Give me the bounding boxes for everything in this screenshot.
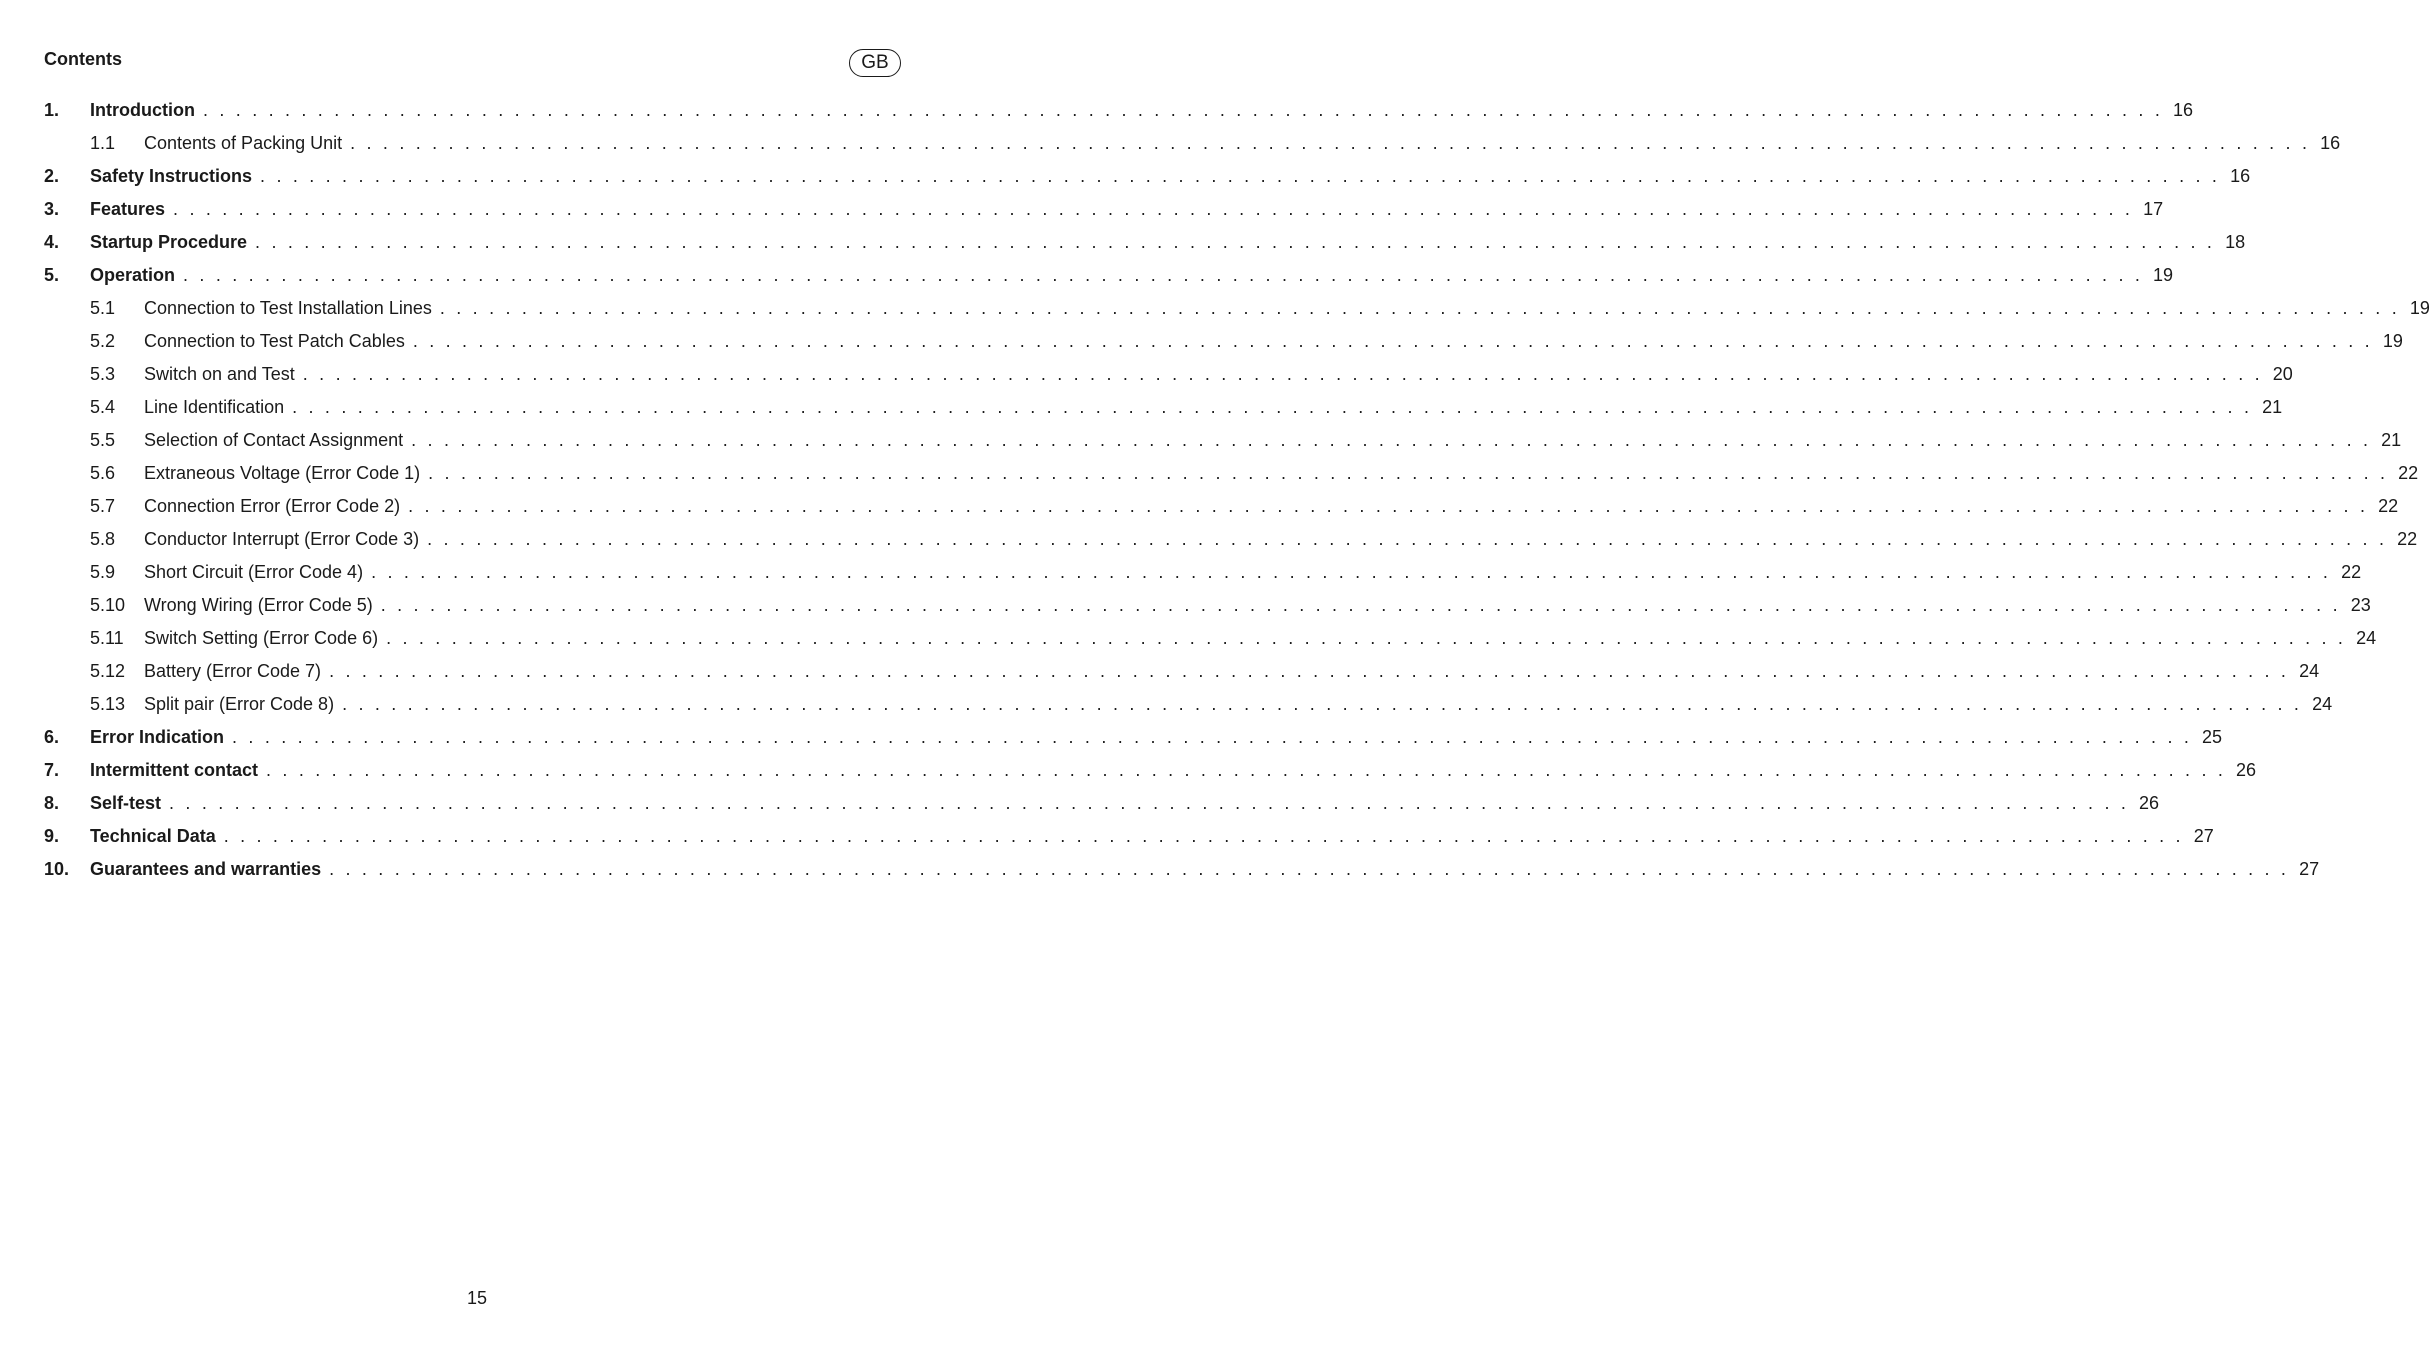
toc-entry-number: 5.7 <box>90 496 116 516</box>
toc-entry[interactable] <box>44 127 2341 160</box>
toc-entry-number: 5.1 <box>90 298 116 318</box>
toc-entry[interactable] <box>44 292 2430 325</box>
toc-entry-title: Connection to Test Installation Lines <box>144 298 432 318</box>
toc-entry-number: 5.11 <box>90 628 124 648</box>
toc-dot-leader: . . . . . . . . . . . . . . . . . . . . . . . . . . . . . . . . . . . . . . . . . . . . . . . . . . . . . . . . . . . . . . . . . . . . . . . . . . . . . . . . . . . . . . . . . . . . . . . . . . . . . . . . . . . . . . . . . . . . . . . . <box>380 595 2341 615</box>
toc-entry-number: 5.3 <box>90 364 116 384</box>
toc-entry[interactable] <box>44 457 2419 490</box>
page-number: 15 <box>466 1288 488 1308</box>
toc-dot-leader: . . . . . . . . . . . . . . . . . . . . . . . . . . . . . . . . . . . . . . . . . . . . . . . . . . . . . . . . . . . . . . . . . . . . . . . . . . . . . . . . . . . . . . . . . . . . . . . . . . . . . . . . . . . . . . . . . . . . . . . . <box>292 397 2253 417</box>
toc-entry-number: 5.8 <box>90 529 116 549</box>
toc-dot-leader: . . . . . . . . . . . . . . . . . . . . . . . . . . . . . . . . . . . . . . . . . . . . . . . . . . . . . . . . . . . . . . . . . . . . . . . . . . . . . . . . . . . . . . . . . . . . . . . . . . . . . . . . . . . . . . . . . . . . . . . . <box>386 628 2347 648</box>
toc-entry-page: 23 <box>2350 595 2371 615</box>
toc-dot-leader: . . . . . . . . . . . . . . . . . . . . . . . . . . . . . . . . . . . . . . . . . . . . . . . . . . . . . . . . . . . . . . . . . . . . . . . . . . . . . . . . . . . . . . . . . . . . . . . . . . . . . . . . . . . . . . . . . . . . . . . . <box>260 166 2221 186</box>
toc-dot-leader: . . . . . . . . . . . . . . . . . . . . . . . . . . . . . . . . . . . . . . . . . . . . . . . . . . . . . . . . . . . . . . . . . . . . . . . . . . . . . . . . . . . . . . . . . . . . . . . . . . . . . . . . . . . . . . . . . . . . . . . . <box>342 694 2303 714</box>
toc-entry-page: 20 <box>2272 364 2293 384</box>
toc-entry-page: 24 <box>2299 661 2320 681</box>
toc-entry-title: Self-test <box>90 793 162 813</box>
toc-entry[interactable] <box>44 688 2333 721</box>
toc-entry[interactable] <box>44 226 2246 259</box>
toc-entry-page: 19 <box>2409 298 2430 318</box>
toc-entry[interactable] <box>44 523 2418 556</box>
toc-dot-leader: . . . . . . . . . . . . . . . . . . . . . . . . . . . . . . . . . . . . . . . . . . . . . . . . . . . . . . . . . . . . . . . . . . . . . . . . . . . . . . . . . . . . . . . . . . . . . . . . . . . . . . . . . . . . . . . . . . . . . . . . <box>169 793 2130 813</box>
toc-entry-number: 1. <box>44 100 60 120</box>
toc-entry-page: 16 <box>2230 166 2251 186</box>
toc-entry-title: Contents of Packing Unit <box>144 133 343 153</box>
toc-entry-title: Selection of Contact Assignment <box>144 430 404 450</box>
toc-entry-number: 5.12 <box>90 661 126 681</box>
toc-entry-page: 26 <box>2139 793 2160 813</box>
toc-entry-title: Switch Setting (Error Code 6) <box>144 628 379 648</box>
toc-dot-leader: . . . . . . . . . . . . . . . . . . . . . . . . . . . . . . . . . . . . . . . . . . . . . . . . . . . . . . . . . . . . . . . . . . . . . . . . . . . . . . . . . . . . . . . . . . . . . . . . . . . . . . . . . . . . . . . . . . . . . . . . <box>329 661 2290 681</box>
toc-entry-number: 5.5 <box>90 430 116 450</box>
toc-entry-page: 22 <box>2397 529 2418 549</box>
toc-entry-number: 8. <box>44 793 60 813</box>
toc-entry-title: Introduction <box>90 100 195 120</box>
toc-dot-leader: . . . . . . . . . . . . . . . . . . . . . . . . . . . . . . . . . . . . . . . . . . . . . . . . . . . . . . . . . . . . . . . . . . . . . . . . . . . . . . . . . . . . . . . . . . . . . . . . . . . . . . . . . . . . . . . . . . . . . . . . <box>329 859 2290 879</box>
toc-entry-number: 5.10 <box>90 595 126 615</box>
toc-entry-number: 5.6 <box>90 463 116 483</box>
toc-dot-leader: . . . . . . . . . . . . . . . . . . . . . . . . . . . . . . . . . . . . . . . . . . . . . . . . . . . . . . . . . . . . . . . . . . . . . . . . . . . . . . . . . . . . . . . . . . . . . . . . . . . . . . . . . . . . . . . . . . . . . . . . <box>350 133 2311 153</box>
toc-entry[interactable] <box>44 589 2371 622</box>
toc-entry-title: Guarantees and warranties <box>90 859 322 879</box>
toc-entry[interactable] <box>44 622 2377 655</box>
toc-dot-leader: . . . . . . . . . . . . . . . . . . . . . . . . . . . . . . . . . . . . . . . . . . . . . . . . . . . . . . . . . . . . . . . . . . . . . . . . . . . . . . . . . . . . . . . . . . . . . . . . . . . . . . . . . . . . . . . . . . . . . . . . <box>439 298 2400 318</box>
toc-entry[interactable] <box>44 721 2223 754</box>
toc-entry-title: Wrong Wiring (Error Code 5) <box>144 595 373 615</box>
toc-dot-leader: . . . . . . . . . . . . . . . . . . . . . . . . . . . . . . . . . . . . . . . . . . . . . . . . . . . . . . . . . . . . . . . . . . . . . . . . . . . . . . . . . . . . . . . . . . . . . . . . . . . . . . . . . . . . . . . . . . . . . . . . <box>408 496 2369 516</box>
toc-entry-number: 9. <box>44 826 60 846</box>
toc-entry-page: 21 <box>2262 397 2283 417</box>
toc-entry-title: Intermittent contact <box>90 760 259 780</box>
toc-entry[interactable] <box>44 556 2362 589</box>
toc-entry[interactable] <box>44 754 2257 787</box>
toc-entry-title: Split pair (Error Code 8) <box>144 694 335 714</box>
toc-entry-title: Safety Instructions <box>90 166 253 186</box>
toc-entry[interactable] <box>44 490 2399 523</box>
toc-entry-title: Short Circuit (Error Code 4) <box>144 562 364 582</box>
toc-entry-page: 24 <box>2356 628 2377 648</box>
toc-entry-page: 25 <box>2202 727 2223 747</box>
toc-entry[interactable] <box>44 655 2320 688</box>
language-badge: GB <box>849 49 901 77</box>
toc-dot-leader: . . . . . . . . . . . . . . . . . . . . . . . . . . . . . . . . . . . . . . . . . . . . . . . . . . . . . . . . . . . . . . . . . . . . . . . . . . . . . . . . . . . . . . . . . . . . . . . . . . . . . . . . . . . . . . . . . . . . . . . . <box>412 331 2373 351</box>
toc-entry-page: 22 <box>2341 562 2362 582</box>
toc-entry-page: 27 <box>2193 826 2214 846</box>
toc-entry-title: Startup Procedure <box>90 232 248 252</box>
toc-dot-leader: . . . . . . . . . . . . . . . . . . . . . . . . . . . . . . . . . . . . . . . . . . . . . . . . . . . . . . . . . . . . . . . . . . . . . . . . . . . . . . . . . . . . . . . . . . . . . . . . . . . . . . . . . . . . . . . . . . . . . . . . <box>266 760 2227 780</box>
toc-entry[interactable] <box>44 787 2160 820</box>
toc-dot-leader: . . . . . . . . . . . . . . . . . . . . . . . . . . . . . . . . . . . . . . . . . . . . . . . . . . . . . . . . . . . . . . . . . . . . . . . . . . . . . . . . . . . . . . . . . . . . . . . . . . . . . . . . . . . . . . . . . . . . . . . . <box>427 529 2388 549</box>
toc-entry-number: 5.13 <box>90 694 126 714</box>
toc-entry-number: 6. <box>44 727 60 747</box>
toc-dot-leader: . . . . . . . . . . . . . . . . . . . . . . . . . . . . . . . . . . . . . . . . . . . . . . . . . . . . . . . . . . . . . . . . . . . . . . . . . . . . . . . . . . . . . . . . . . . . . . . . . . . . . . . . . . . . . . . . . . . . . . . . <box>411 430 2372 450</box>
toc-entry-title: Switch on and Test <box>144 364 295 384</box>
toc-entry-title: Error Indication <box>90 727 225 747</box>
table-of-contents <box>44 94 2430 886</box>
toc-entry-number: 10. <box>44 859 70 879</box>
toc-entry-number: 5.4 <box>90 397 116 417</box>
toc-dot-leader: . . . . . . . . . . . . . . . . . . . . . . . . . . . . . . . . . . . . . . . . . . . . . . . . . . . . . . . . . . . . . . . . . . . . . . . . . . . . . . . . . . . . . . . . . . . . . . . . . . . . . . . . . . . . . . . . . . . . . . . . <box>173 199 2134 219</box>
toc-dot-leader: . . . . . . . . . . . . . . . . . . . . . . . . . . . . . . . . . . . . . . . . . . . . . . . . . . . . . . . . . . . . . . . . . . . . . . . . . . . . . . . . . . . . . . . . . . . . . . . . . . . . . . . . . . . . . . . . . . . . . . . . <box>371 562 2332 582</box>
toc-entry-page: 18 <box>2225 232 2246 252</box>
toc-entry-number: 5.2 <box>90 331 116 351</box>
toc-entry-page: 26 <box>2236 760 2257 780</box>
toc-entry-title: Technical Data <box>90 826 216 846</box>
toc-dot-leader: . . . . . . . . . . . . . . . . . . . . . . . . . . . . . . . . . . . . . . . . . . . . . . . . . . . . . . . . . . . . . . . . . . . . . . . . . . . . . . . . . . . . . . . . . . . . . . . . . . . . . . . . . . . . . . . . . . . . . . . . <box>223 826 2184 846</box>
toc-entry-title: Connection to Test Patch Cables <box>144 331 405 351</box>
toc-dot-leader: . . . . . . . . . . . . . . . . . . . . . . . . . . . . . . . . . . . . . . . . . . . . . . . . . . . . . . . . . . . . . . . . . . . . . . . . . . . . . . . . . . . . . . . . . . . . . . . . . . . . . . . . . . . . . . . . . . . . . . . . <box>255 232 2216 252</box>
toc-entry[interactable] <box>44 391 2283 424</box>
toc-entry-title: Connection Error (Error Code 2) <box>144 496 401 516</box>
toc-entry[interactable] <box>44 820 2214 853</box>
toc-entry-page: 24 <box>2312 694 2333 714</box>
toc-dot-leader: . . . . . . . . . . . . . . . . . . . . . . . . . . . . . . . . . . . . . . . . . . . . . . . . . . . . . . . . . . . . . . . . . . . . . . . . . . . . . . . . . . . . . . . . . . . . . . . . . . . . . . . . . . . . . . . . . . . . . . . . <box>232 727 2193 747</box>
toc-entry-page: 21 <box>2381 430 2402 450</box>
toc-dot-leader: . . . . . . . . . . . . . . . . . . . . . . . . . . . . . . . . . . . . . . . . . . . . . . . . . . . . . . . . . . . . . . . . . . . . . . . . . . . . . . . . . . . . . . . . . . . . . . . . . . . . . . . . . . . . . . . . . . . . . . . . <box>202 100 2164 120</box>
toc-entry[interactable] <box>44 853 2320 886</box>
toc-entry[interactable] <box>44 259 2174 292</box>
toc-entry-page: 16 <box>2320 133 2341 153</box>
toc-entry[interactable] <box>44 358 2293 391</box>
toc-entry-title: Conductor Interrupt (Error Code 3) <box>144 529 420 549</box>
toc-entry-number: 5.9 <box>90 562 116 582</box>
toc-entry-title: Battery (Error Code 7) <box>144 661 322 681</box>
toc-dot-leader: . . . . . . . . . . . . . . . . . . . . . . . . . . . . . . . . . . . . . . . . . . . . . . . . . . . . . . . . . . . . . . . . . . . . . . . . . . . . . . . . . . . . . . . . . . . . . . . . . . . . . . . . . . . . . . . . . . . . . . . . <box>428 463 2389 483</box>
toc-entry-page: 17 <box>2143 199 2164 219</box>
toc-entry-title: Operation <box>90 265 176 285</box>
toc-entry-title: Line Identification <box>144 397 285 417</box>
page-title: Contents <box>44 49 122 69</box>
toc-entry-number: 4. <box>44 232 60 252</box>
toc-entry-title: Extraneous Voltage (Error Code 1) <box>144 463 421 483</box>
toc-entry-number: 2. <box>44 166 60 186</box>
toc-entry-page: 16 <box>2173 100 2194 120</box>
toc-entry[interactable] <box>44 160 2251 193</box>
toc-dot-leader: . . . . . . . . . . . . . . . . . . . . . . . . . . . . . . . . . . . . . . . . . . . . . . . . . . . . . . . . . . . . . . . . . . . . . . . . . . . . . . . . . . . . . . . . . . . . . . . . . . . . . . . . . . . . . . . . . . . . . . . . <box>302 364 2263 384</box>
toc-entry-page: 22 <box>2398 463 2419 483</box>
toc-entry-page: 19 <box>2153 265 2174 285</box>
toc-dot-leader: . . . . . . . . . . . . . . . . . . . . . . . . . . . . . . . . . . . . . . . . . . . . . . . . . . . . . . . . . . . . . . . . . . . . . . . . . . . . . . . . . . . . . . . . . . . . . . . . . . . . . . . . . . . . . . . . . . . . . . . . <box>183 265 2144 285</box>
toc-entry-page: 19 <box>2382 331 2403 351</box>
toc-entry-number: 1.1 <box>90 133 116 153</box>
toc-entry[interactable] <box>44 94 2194 127</box>
toc-entry-number: 3. <box>44 199 60 219</box>
toc-entry-number: 5. <box>44 265 60 285</box>
toc-entry[interactable] <box>44 193 2164 226</box>
toc-entry-title: Features <box>90 199 166 219</box>
toc-entry[interactable] <box>44 325 2403 358</box>
toc-entry-number: 7. <box>44 760 60 780</box>
toc-entry-page: 27 <box>2299 859 2320 879</box>
toc-entry-page: 22 <box>2378 496 2399 516</box>
toc-entry[interactable] <box>44 424 2402 457</box>
